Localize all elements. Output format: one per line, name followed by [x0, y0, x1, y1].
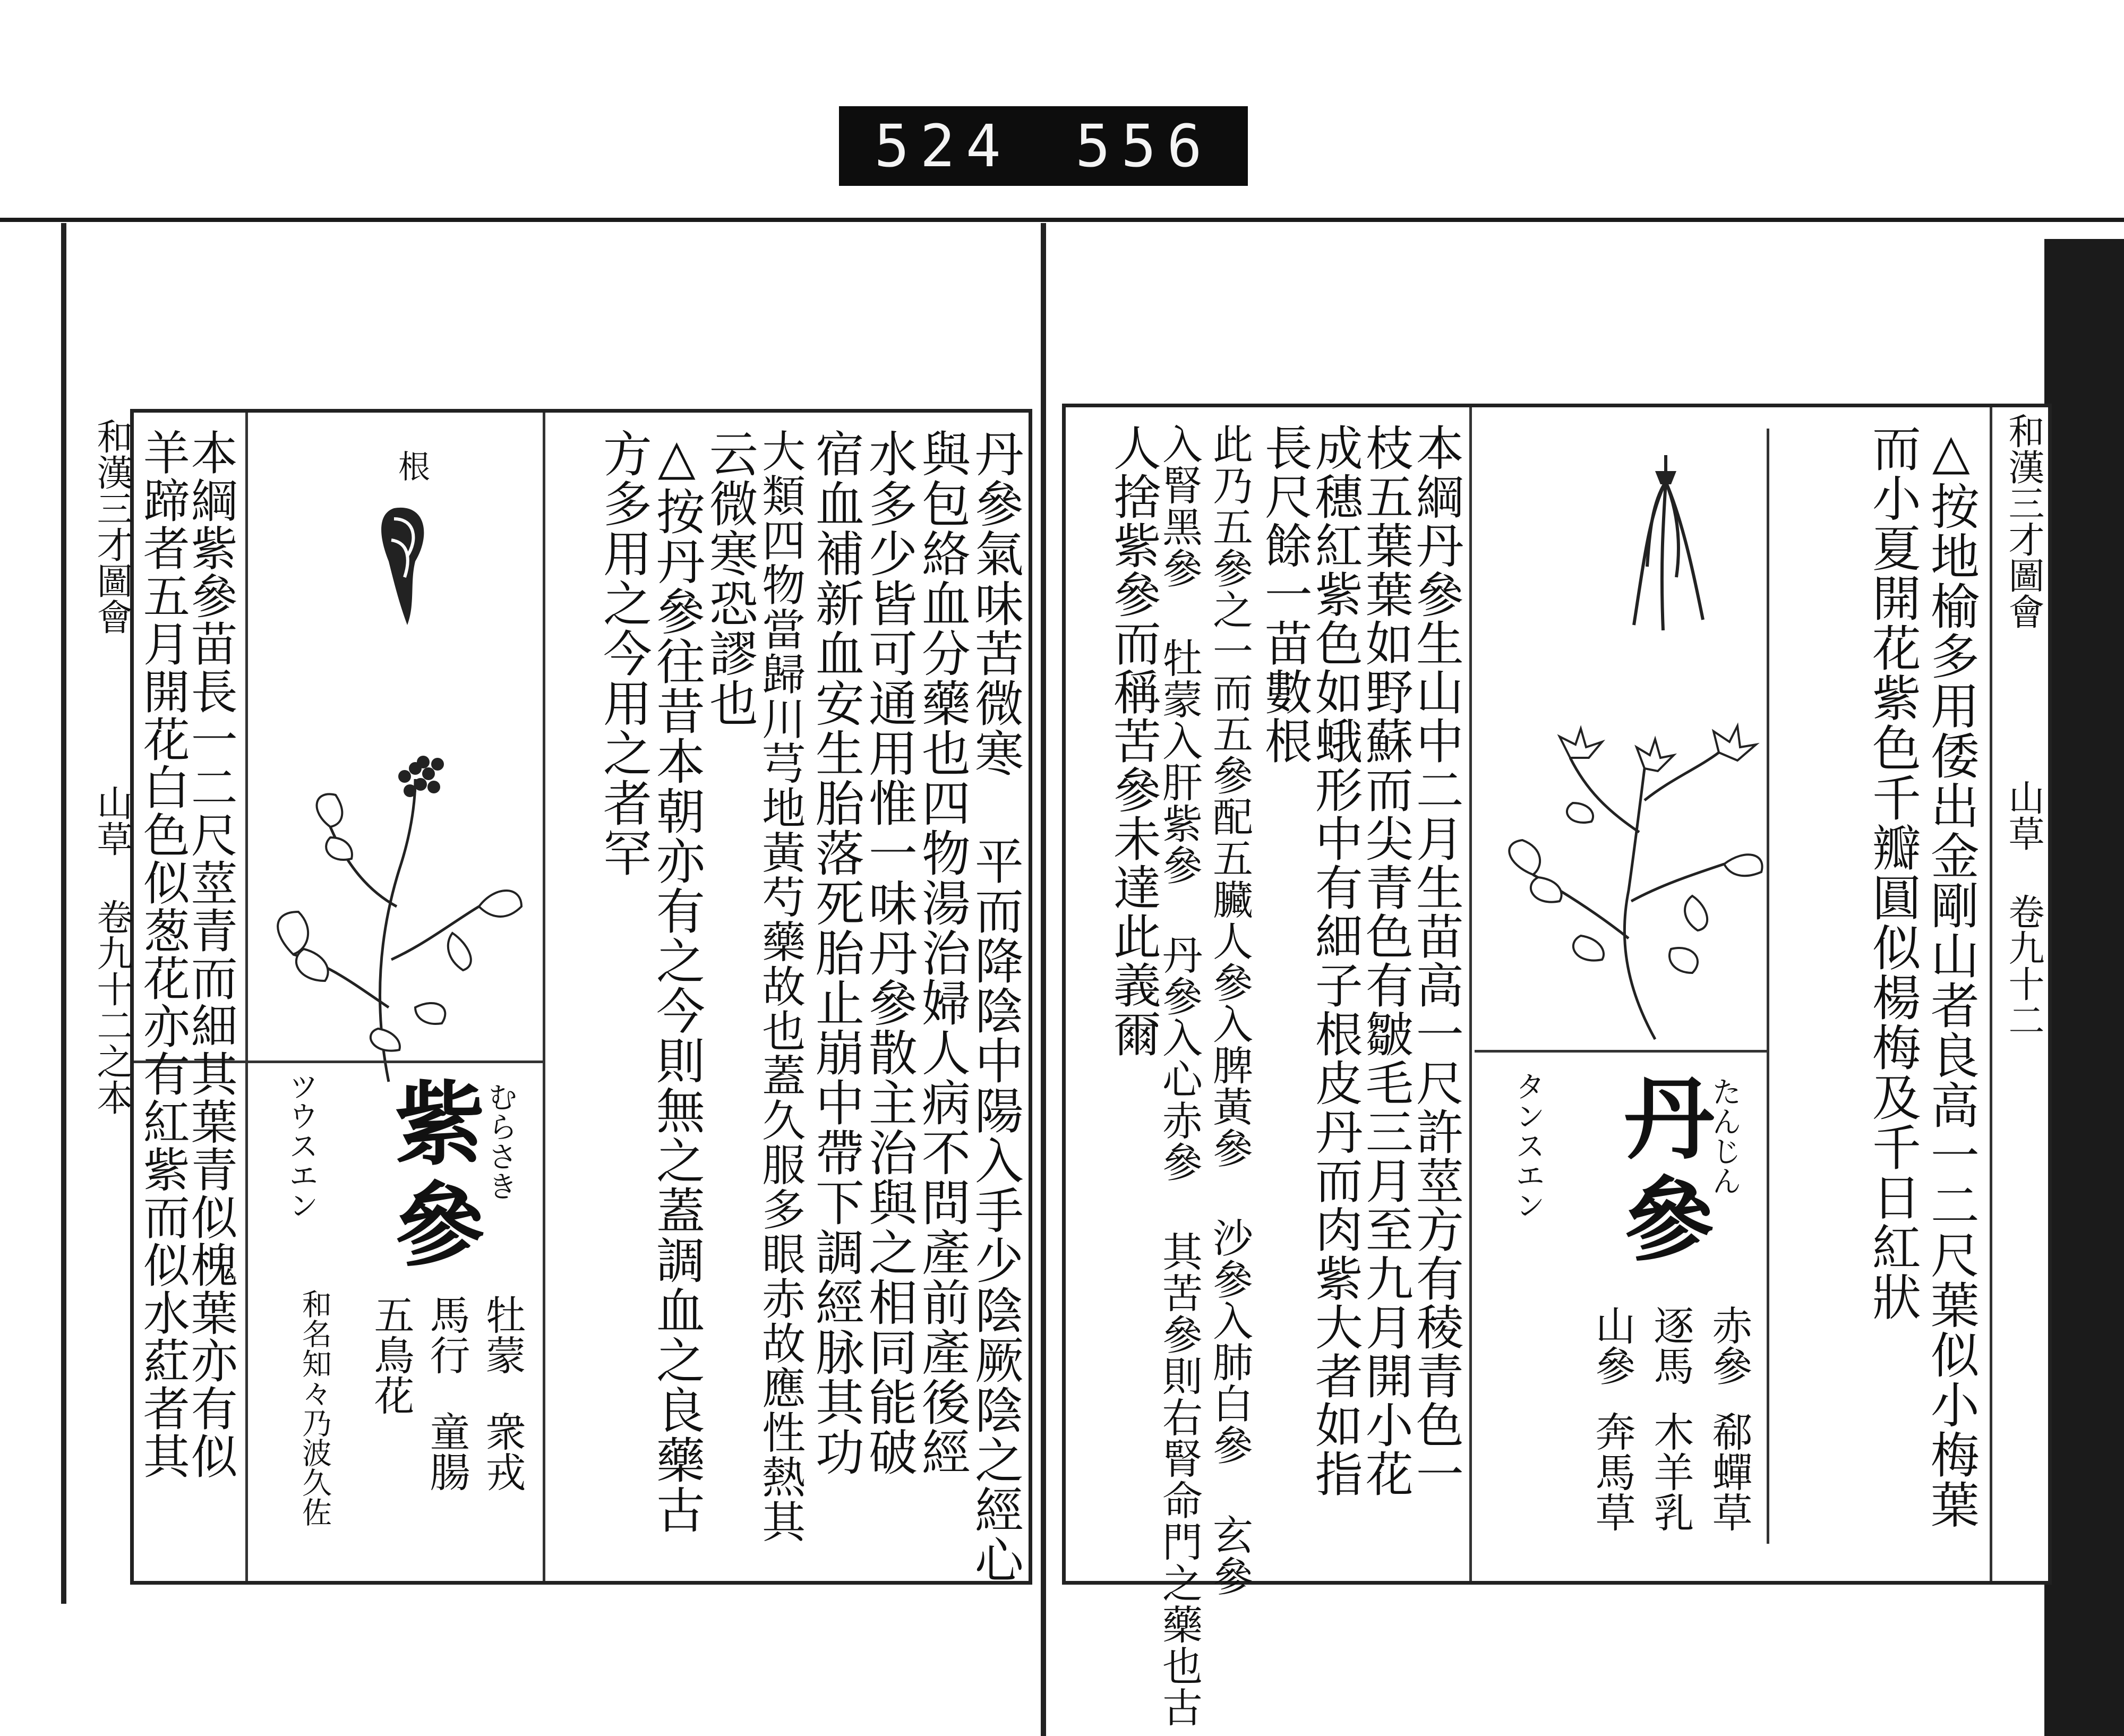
synonym-d5: 山參 [1589, 1305, 1636, 1386]
text-column-d5: 此乃五參之一而五參配五臟人參入脾黃參 沙參入肺白參 玄參 [1206, 423, 1254, 1597]
kana-reading-danshen: たんじん [1707, 1076, 1742, 1195]
synonym-5: 五鳥花 [367, 1294, 415, 1415]
left-text-divider [245, 413, 248, 1581]
divider-line [543, 413, 545, 1581]
text-column-5: 大類四物當歸川芎地黃芍藥故也蓋久服多眼赤故應性熱其 [755, 429, 806, 1544]
plant-illustration-danshen [1469, 715, 1767, 1045]
text-column-1: 丹參氣味苦微寒 平而降陰中陽入手少陰厥陰之經心 [966, 429, 1024, 1585]
right-note-divider [1767, 429, 1769, 1544]
synonym-2: 衆戎 [479, 1411, 526, 1492]
text-column-d2: 枝五葉葉如野蘇而尖青色有皺毛三月至九月開小花 [1357, 423, 1413, 1498]
synonym-4: 童腸 [423, 1411, 470, 1492]
right-page-frame [1062, 404, 2052, 1728]
scan-top-edge [0, 218, 2124, 222]
root-illustration [357, 498, 452, 636]
text-column-7: △按丹參往昔本朝亦有之今則無之蓋調血之良藥古 [648, 429, 705, 1535]
right-header-divider [1990, 407, 1992, 1581]
archive-number-right: 556 [1075, 112, 1213, 180]
synonym-d4: 木羊乳 [1647, 1411, 1694, 1532]
left-section-header: 山草 卷九十二之本 [91, 784, 133, 1115]
synonym-3: 馬行 [423, 1294, 470, 1375]
text-column-8: 方多用之今用之者罕 [595, 429, 652, 878]
right-book-edge [2044, 239, 2124, 1736]
note-column-2: 而小夏開花紫色千瓣圓似楊梅及千日紅狀 [1864, 423, 1921, 1322]
synonym-d2: 郗蟬草 [1706, 1411, 1753, 1532]
synonym-d6: 奔馬草 [1589, 1411, 1636, 1532]
left-book-edge [61, 223, 66, 1604]
synonym-1: 牡蒙 [479, 1294, 526, 1375]
text-column-6: 云微寒恐謬也 [701, 429, 758, 728]
text-column-3: 水多少皆可通用惟一味丹參散主治與之相同能破 [860, 429, 918, 1477]
plant-illustration-zishen [240, 731, 537, 1092]
text-column-d4: 長尺餘一苗數根 [1256, 423, 1312, 765]
text-column-left-1: 本綱紫參苗長一二尺莖青而細其葉青似槐葉亦有似 [183, 429, 238, 1480]
book-spine [1041, 223, 1046, 1736]
left-running-header: 和漢三才圖會 [91, 418, 133, 635]
synonym-d3: 逐馬 [1647, 1305, 1694, 1386]
right-section-header: 山草 卷九十二 [2002, 779, 2044, 1038]
text-column-d7: 人捨紫參而稱苦參未達此義爾 [1104, 423, 1161, 1058]
katakana-reading-danshen: タンスエン [1511, 1071, 1545, 1220]
synonym-d1: 赤參 [1706, 1305, 1753, 1386]
root-label: 根 [393, 450, 430, 482]
archive-label [839, 106, 1248, 186]
text-column-left-2: 羊蹄者五月開花白色似葱花亦有紅紫而似水葒者其 [135, 429, 191, 1480]
text-column-d1: 本綱丹參生山中二月生苗高一尺許莖方有稜青色一 [1407, 423, 1463, 1498]
root-illustration-danshen [1597, 450, 1735, 641]
entry-title-danshen: 丹參 [1608, 1071, 1715, 1273]
katakana-reading: ツウスエン [284, 1071, 319, 1220]
text-column-d6: 入腎黑參 牡蒙入肝紫參 丹參入心赤參 其苦參則右腎命門之藥也古 [1155, 423, 1203, 1728]
text-column-d3: 成穗紅紫色如蛾形中有細子根皮丹而肉紫大者如指 [1306, 423, 1363, 1498]
left-page-frame [91, 409, 1032, 1585]
right-text-divider [1469, 407, 1472, 1581]
text-column-4: 宿血補新血安生胎落死胎止崩中帶下調經脉其功 [807, 429, 864, 1477]
kana-reading: むらさき [483, 1082, 518, 1201]
right-running-header: 和漢三才圖會 [2002, 413, 2044, 629]
entry-title: 紫參 [379, 1076, 485, 1278]
archive-number-left: 524 [874, 112, 1012, 180]
japanese-name: 和名知々乃波久佐 [297, 1289, 332, 1527]
right-illustration-divider [1475, 1050, 1769, 1053]
note-column-1: △按地榆多用倭出金剛山者良高一二尺葉似小梅葉 [1922, 423, 1980, 1529]
text-column-2: 與包絡血分藥也四物湯治婦人病不問產前產後經 [913, 429, 971, 1477]
